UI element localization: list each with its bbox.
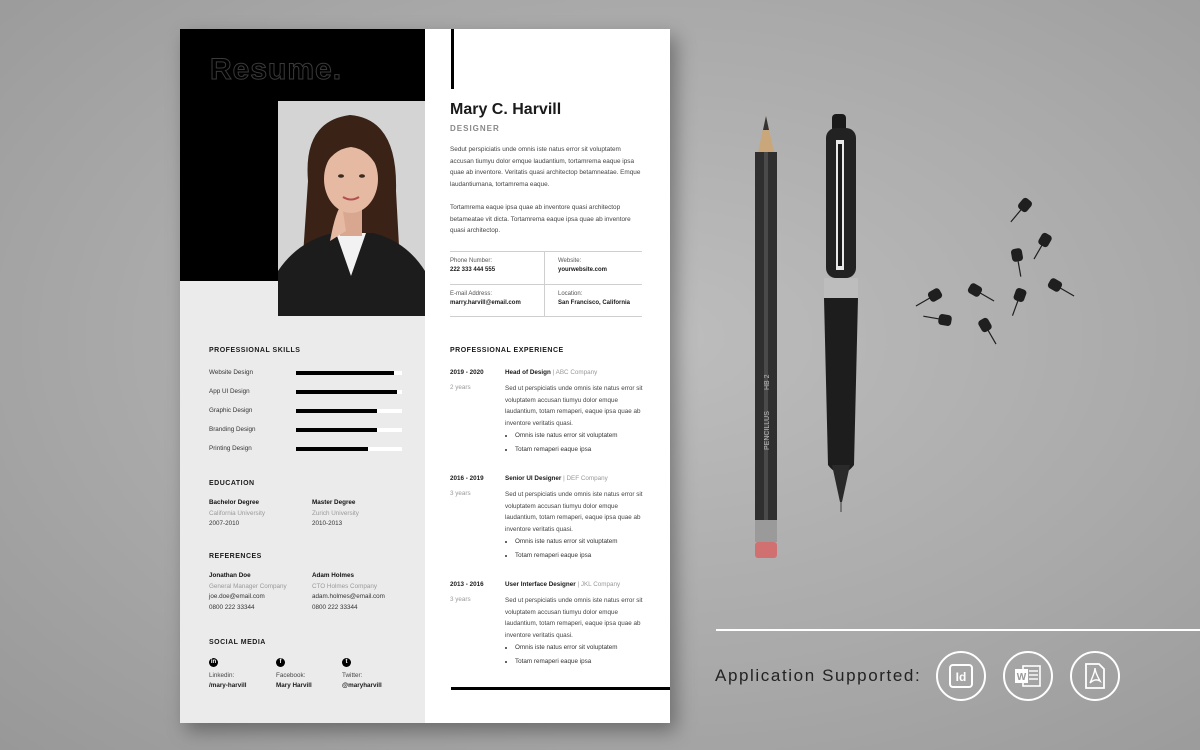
skill-label: Printing Design [209, 445, 252, 452]
contact-value: 222 333 444 555 [450, 267, 496, 273]
divider [450, 284, 642, 285]
school: California University [209, 509, 265, 517]
pen-image [818, 110, 864, 530]
reference-email: joe.doe@email.com [209, 593, 265, 600]
resume-right-column [425, 29, 670, 723]
reference-email: adam.holmes@email.com [312, 593, 385, 600]
skill-bar [296, 371, 402, 375]
indesign-icon [936, 651, 986, 701]
social-handle: /mary-harvill [209, 682, 247, 689]
experience-item [450, 475, 645, 575]
contact-label: Location: [558, 291, 583, 297]
degree: Master Degree [312, 499, 356, 506]
experience-item [450, 581, 645, 681]
reference-phone: 0800 222 33344 [312, 603, 358, 611]
skill-bar-fill [296, 390, 397, 394]
education-years: 2010-2013 [312, 520, 343, 527]
social-item [342, 671, 382, 691]
job-duration: 3 years [450, 596, 471, 603]
degree: Bachelor Degree [209, 499, 260, 506]
skill-bar-fill [296, 409, 377, 413]
job-description: Sed ut perspiciatis unde omnis iste natus error sit voluptatem accusan tiumyu dolor emque laudantium, totam remaperi, eaque ipsa quae ab inventore veritatis quasi. [505, 491, 643, 533]
skill-bar-fill [296, 371, 394, 375]
facebook-icon: f [276, 658, 285, 667]
skill-bar [296, 390, 402, 394]
reference-name: Adam Holmes [312, 572, 354, 579]
reference-title: General Manager Company [209, 582, 287, 590]
indesign-glyph: Id [955, 670, 967, 684]
skill-bar [296, 428, 402, 432]
social-item [276, 671, 312, 691]
skill-label: Website Design [209, 369, 253, 376]
job-description: Sed ut perspiciatis unde omnis iste natus error sit voluptatem accusan tiumyu dolor emque laudantium, totam remaperi, eaque ipsa quae ab inventore veritatis quasi. [505, 385, 643, 427]
footer-divider [716, 629, 1200, 631]
contact-value: marry.harvill@email.com [450, 300, 521, 306]
contact-label: E-mail Address: [450, 291, 493, 297]
education-years: 2007-2010 [209, 520, 240, 527]
social-section-title: SOCIAL MEDIA [209, 639, 266, 646]
push-pins-image [905, 185, 1085, 355]
skills-section-title: PROFESSIONAL SKILLS [209, 347, 301, 354]
job-bullets [505, 535, 618, 563]
word-glyph: W [1016, 672, 1027, 683]
reference-name: Jonathan Doe [209, 572, 251, 579]
social-label: Twitter: [342, 672, 363, 679]
skill-bar [296, 447, 402, 451]
about-paragraph: Tortamrema eaque ipsa quae ab inventore quasi architectop betameatae vit dicta. Tortamrema eaque ipsa quae ab inventore quasi architectop. [450, 204, 631, 235]
pdf-icon [1070, 651, 1120, 701]
job-years: 2013 - 2016 [450, 581, 484, 588]
job-bullets [505, 641, 618, 669]
job-years: 2019 - 2020 [450, 369, 484, 376]
education-section-title: EDUCATION [209, 480, 255, 487]
linkedin-icon: in [210, 659, 217, 665]
job-duration: 3 years [450, 490, 471, 497]
reference-item [209, 571, 287, 613]
job-title: Senior UI Designer [505, 475, 562, 482]
resume-sheet [180, 29, 670, 723]
resume-left-column [180, 29, 425, 723]
reference-item [312, 571, 385, 613]
contact-label: Phone Number: [450, 258, 493, 264]
job-bullet: • Omnis iste natus error sit voluptatem [515, 535, 618, 549]
social-label: Linkedin: [209, 672, 235, 679]
social-label: Facebook: [276, 672, 306, 679]
pencil-grade-text: HB 2 [764, 374, 771, 390]
job-bullet: • Totam remaperi eaque ipsa [515, 443, 618, 457]
pencil-brand-text: PENCILLUS [764, 411, 771, 450]
job-company: | JKL Company [577, 581, 621, 588]
education-item [209, 498, 265, 530]
contact-label: Website: [558, 258, 582, 264]
social-handle: @maryharvill [342, 682, 382, 689]
job-bullet: • Omnis iste natus error sit voluptatem [515, 641, 618, 655]
person-role: DESIGNER [450, 124, 500, 133]
contact-phone [450, 258, 495, 273]
experience-section-title: PROFESSIONAL EXPERIENCE [450, 347, 564, 354]
job-bullet: • Omnis iste natus error sit voluptatem [515, 429, 618, 443]
school: Zurich University [312, 509, 359, 517]
contact-grid [450, 251, 642, 317]
job-description: Sed ut perspiciatis unde omnis iste natus error sit voluptatem accusan tiumyu dolor emque laudantium, totam remaperi, eaque ipsa quae ab inventore veritatis quasi. [505, 597, 643, 639]
accent-bar-bottom [451, 687, 670, 690]
experience-item [450, 369, 645, 469]
reference-phone: 0800 222 33344 [209, 603, 255, 611]
job-title: User Interface Designer [505, 581, 576, 588]
skill-bar [296, 409, 402, 413]
social-item [209, 671, 246, 691]
job-title-line [505, 475, 608, 482]
contact-email [450, 291, 521, 306]
contact-value: yourwebsite.com [558, 267, 608, 273]
word-icon [1003, 651, 1053, 701]
job-company: | ABC Company [552, 369, 598, 376]
job-bullets [505, 429, 618, 457]
job-duration: 2 years [450, 384, 471, 391]
resume-heading: Resume. [210, 53, 343, 86]
profile-photo [278, 101, 425, 316]
about-paragraph: Sedut perspiciatis unde omnis iste natus error sit voluptatem accusan tiumyu dolor emque laudantium, tortamrema eaque ipsa quae ab inventore. Veritatis quasi architectop betamneatae. Emque laudantiumana, tortamrema eaque. [450, 146, 641, 188]
skill-bar-fill [296, 447, 368, 451]
skill-label: Branding Design [209, 426, 256, 433]
education-item [312, 498, 359, 530]
skill-bar-fill [296, 428, 377, 432]
job-title-line [505, 369, 597, 376]
job-bullet: • Totam remaperi eaque ipsa [515, 655, 618, 669]
skill-label: Graphic Design [209, 407, 253, 414]
social-handle: Mary Harvill [276, 682, 312, 689]
references-section-title: REFERENCES [209, 553, 262, 560]
twitter-icon: t [342, 658, 351, 667]
pencil-image [751, 110, 781, 570]
accent-bar-top [451, 29, 454, 89]
job-title: Head of Design [505, 369, 551, 376]
skill-label: App UI Design [209, 388, 250, 395]
contact-website [558, 258, 607, 273]
job-bullet: • Totam remaperi eaque ipsa [515, 549, 618, 563]
reference-title: CTO Holmes Company [312, 582, 377, 590]
job-title-line [505, 581, 620, 588]
contact-value: San Francisco, California [558, 300, 631, 306]
contact-location [558, 291, 630, 306]
person-name: Mary C. Harvill [450, 101, 562, 118]
application-supported-label: Application Supported: [715, 666, 922, 685]
job-years: 2016 - 2019 [450, 475, 484, 482]
job-company: | DEF Company [563, 475, 608, 482]
